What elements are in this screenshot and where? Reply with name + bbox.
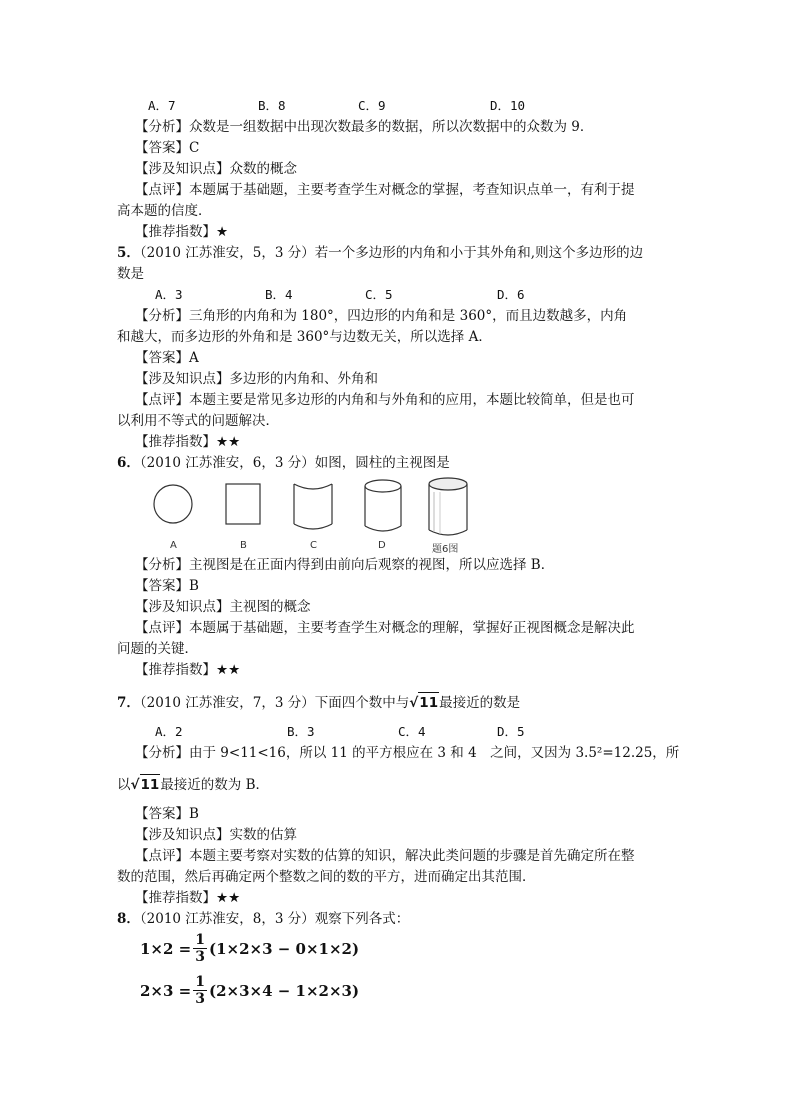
q7-option-d: D．5 — [497, 724, 525, 739]
q7-rating — [135, 888, 240, 908]
figure-label-c: C — [310, 540, 317, 551]
q8-stem — [117, 909, 409, 929]
q5-analysis-line1: 【分析】三角形的内角和为 180°，四边形的内角和是 360°，而且边数越多，内角 — [135, 308, 628, 324]
q4-option-b: B．8 — [258, 98, 286, 113]
q4-analysis: 【分析】众数是一组数据中出现次数最多的数据，所以次数据中的众数为 9． — [135, 119, 594, 135]
q4-comment-line1: 【点评】本题属于基础题，主要考查学生对概念的掌握，考查知识点单一，有利于提 — [135, 182, 635, 198]
q8-number: 8． — [117, 911, 140, 927]
q7-option-a: A．2 — [155, 724, 183, 739]
q5-rating-label: 【推荐指数】 — [135, 434, 216, 450]
figure-b-rectangle — [226, 484, 260, 524]
q4-option-c: C．9 — [358, 98, 386, 113]
q7-stem — [117, 692, 520, 713]
q6-number: 6． — [117, 455, 140, 471]
q5-option-d: D．6 — [497, 287, 525, 302]
q7-rating-stars: ★★ — [216, 890, 241, 906]
q7-comment-line1: 【点评】本题主要考察对实数的估算的知识，解决此类问题的步骤是首先确定所在整 — [135, 848, 635, 864]
q7-rating-label: 【推荐指数】 — [135, 890, 216, 906]
q5-number: 5． — [117, 245, 140, 261]
formula-2 — [140, 974, 359, 1007]
q5-option-c: C．5 — [365, 287, 393, 302]
figure-caption: 题6图 — [432, 544, 459, 554]
q7-stem-pre: （2010 江苏淮安，7，3 分）下面四个数中与 — [139, 695, 410, 711]
q7-knowledge: 【涉及知识点】实数的估算 — [135, 827, 297, 843]
q5-comment-line2: 以利用不等式的问题解决． — [117, 413, 279, 429]
q7-analysis-line2-pre: 以 — [117, 777, 131, 793]
q4-comment-line2: 高本题的信度． — [117, 203, 212, 219]
q6-rating — [135, 660, 240, 680]
figure-label-a: A — [170, 540, 177, 551]
formula-1-rhs: (1×2×3 − 0×1×2) — [208, 939, 360, 958]
q5-rating — [135, 432, 240, 452]
figure-a-circle — [154, 485, 192, 523]
q6-comment-line2: 问题的关键． — [117, 641, 198, 657]
q8-stem-text: （2010 江苏淮安，8，3 分）观察下列各式： — [139, 911, 410, 927]
q4-rating-stars: ★ — [216, 224, 229, 240]
q4-answer: 【答案】C — [135, 140, 200, 156]
q6-rating-stars: ★★ — [216, 662, 241, 678]
q7-option-c: C．4 — [398, 724, 426, 739]
q7-answer: 【答案】B — [135, 806, 199, 822]
figure-d-cylinder — [365, 480, 401, 531]
q5-knowledge: 【涉及知识点】多边形的内角和、外角和 — [135, 371, 378, 387]
q4-option-a: A．7 — [148, 98, 176, 113]
q6-figure — [148, 472, 478, 554]
figure-c-cylinder-side — [294, 484, 332, 529]
q4-rating — [135, 222, 228, 242]
formula-2-rhs: (2×3×4 − 1×2×3) — [208, 981, 360, 1000]
sqrt-11-expression-2: √11 — [131, 774, 161, 795]
q5-option-a: A．3 — [155, 287, 183, 302]
q4-knowledge: 【涉及知识点】众数的概念 — [135, 161, 297, 177]
q5-stem-line2: 数是 — [117, 266, 144, 282]
q5-comment-line1: 【点评】本题主要是常见多边形的内角和与外角和的应用，本题比较简单，但是也可 — [135, 392, 635, 408]
q7-option-b: B．3 — [287, 724, 315, 739]
q6-knowledge: 【涉及知识点】主视图的概念 — [135, 599, 311, 615]
q5-stem-text: （2010 江苏淮安，5，3 分）若一个多边形的内角和小于其外角和,则这个多边形的边 — [139, 245, 644, 261]
formula-2-lhs: 2×3 = — [140, 981, 192, 1000]
q6-rating-label: 【推荐指数】 — [135, 662, 216, 678]
formula-1 — [140, 932, 359, 965]
q6-answer: 【答案】B — [135, 578, 199, 594]
formula-1-lhs: 1×2 = — [140, 939, 192, 958]
q4-rating-label: 【推荐指数】 — [135, 224, 216, 240]
sqrt-11-expression: √11 — [409, 692, 439, 713]
q5-stem-line1 — [117, 243, 643, 263]
q7-analysis-line2 — [117, 774, 269, 795]
formula-1-fraction: $\frac{1}{3}$ — [195, 932, 205, 965]
q4-option-d: D．10 — [490, 98, 526, 113]
figure-label-b: B — [240, 540, 247, 551]
q7-analysis-line2-post: 最接近的数为 B． — [160, 777, 270, 793]
q7-number: 7． — [117, 695, 140, 711]
q6-stem-text: （2010 江苏淮安，6，3 分）如图，圆柱的主视图是 — [139, 455, 450, 471]
q7-stem-post: 最接近的数是 — [439, 695, 521, 711]
q5-rating-stars: ★★ — [216, 434, 241, 450]
q5-analysis-line2: 和越大，而多边形的外角和是 360°与边数无关，所以选择 A． — [117, 329, 492, 345]
formula-2-fraction: $\frac{1}{3}$ — [195, 974, 205, 1007]
q6-analysis: 【分析】主视图是在正面内得到由前向后观察的视图，所以应选择 B． — [135, 557, 555, 573]
q7-analysis-line1: 【分析】由于 9<11<16，所以 11 的平方根应在 3 和 4 之间，又因为 3.5²=12.25，所 — [135, 745, 680, 761]
q6-stem — [117, 453, 450, 473]
q5-option-b: B．4 — [265, 287, 293, 302]
figure-label-d: D — [378, 540, 386, 551]
figure-shaded-cylinder — [429, 478, 467, 535]
q6-comment-line1: 【点评】本题属于基础题，主要考查学生对概念的理解，掌握好正视图概念是解决此 — [135, 620, 635, 636]
q5-answer: 【答案】A — [135, 350, 199, 366]
q7-comment-line2: 数的范围，然后再确定两个整数之间的数的平方，进而确定出其范围． — [117, 869, 536, 885]
